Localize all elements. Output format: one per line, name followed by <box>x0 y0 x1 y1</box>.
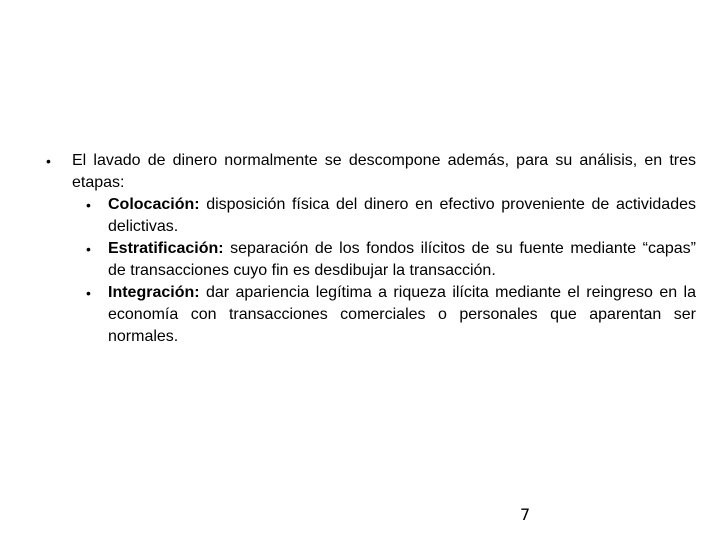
stage-term: Colocación: <box>108 196 200 213</box>
stage-description: disposición física del dinero en efectivo proveniente de actividades delictivas. <box>108 196 696 235</box>
stage-description: separación de los fondos ilícitos de su fuente mediante “capas” de transacciones cuyo fin es desdibujar la transacción. <box>108 240 696 279</box>
bullet-icon: • <box>46 153 51 169</box>
bullet-icon: • <box>86 197 91 213</box>
page-number: 7 <box>520 505 531 524</box>
bullet-icon: • <box>86 285 91 301</box>
bullet-list <box>40 150 696 348</box>
intro-text: El lavado de dinero normalmente se descompone además, para su análisis, en tres etapas: <box>72 152 696 191</box>
stage-description: dar apariencia legítima a riqueza ilícita mediante el reingreso en la economía con transacciones comerciales o personales que aparentan ser normales. <box>108 284 696 345</box>
list-item-integracion <box>40 282 696 348</box>
bullet-icon: • <box>86 241 91 257</box>
list-item-intro <box>40 150 696 194</box>
list-item-colocacion <box>40 194 696 238</box>
list-item-estratificacion <box>40 238 696 282</box>
stage-term: Integración: <box>108 284 200 301</box>
stage-term: Estratificación: <box>108 240 224 257</box>
